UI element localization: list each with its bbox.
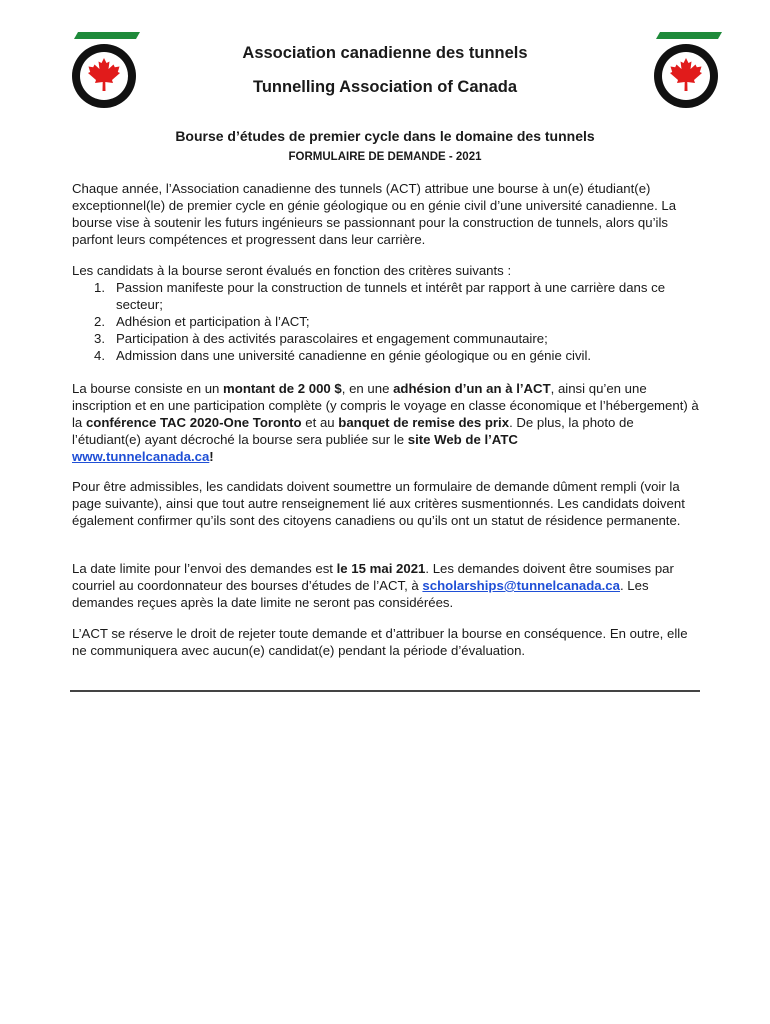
list-number: 4. [94, 348, 105, 363]
award-text: , en une [341, 381, 394, 396]
logo-right [650, 30, 722, 110]
closing-paragraph: L’ACT se réserve le droit de rejeter toute demande et d’attribuer la bourse en conséquence. En outre, elle ne communiquera avec aucun(e) candidat(e) pendant la période d’évaluation. [72, 626, 688, 658]
deadline-paragraph [72, 560, 702, 611]
logo-left [68, 30, 140, 110]
website-link[interactable]: www.tunnelcanada.ca [72, 449, 210, 464]
list-text: Passion manifeste pour la construction de tunnels et intérêt par rapport à une carrière dans ce secteur; [116, 280, 666, 312]
award-banquet: banquet de remise des prix [338, 415, 510, 430]
deadline-date: le 15 mai 2021 [336, 561, 426, 576]
list-text: Participation à des activités parascolaires et engagement communautaire; [116, 331, 548, 346]
email-link[interactable]: scholarships@tunnelcanada.ca [422, 578, 620, 593]
horizontal-divider [70, 690, 700, 692]
logo-green-bar [656, 32, 722, 39]
award-text: La bourse consiste en un [72, 381, 224, 396]
award-text: . De plus, la photo de l’étudiant(e) ayant décroché la bourse sera publiée sur le [72, 415, 634, 447]
award-conference: conférence TAC 2020-One Toronto [85, 415, 302, 430]
list-number: 1. [94, 280, 105, 295]
award-paragraph [72, 380, 702, 465]
list-item [72, 279, 702, 313]
logo-green-bar [74, 32, 140, 39]
list-number: 3. [94, 331, 105, 346]
list-item [72, 330, 702, 347]
list-text: Admission dans une université canadienne en génie géologique ou en génie civil. [116, 348, 592, 363]
list-item [72, 347, 702, 364]
deadline-text: La date limite pour l’envoi des demandes est [72, 561, 337, 576]
award-exclamation: ! [209, 449, 214, 464]
intro-paragraph: Chaque année, l’Association canadienne des tunnels (ACT) attribue une bourse à un(e) étudiant(e) exceptionnel(le) de premier cycle en génie géologique ou en génie civil d’une université canadienne. La bourse vise à soutenir les futurs ingénieurs se passionnant pour la construction de tunnels, alors qu’ils parfont leurs compétences et progressent dans leur carrière. [72, 181, 677, 247]
award-website-label: site Web de l’ATC [407, 432, 518, 447]
deadline-text: . Les demandes doivent être soumises par courriel au coordonnateur des bourses d’études de l’ACT, à [72, 561, 674, 593]
org-name-en: Tunnelling Association of Canada [252, 78, 518, 96]
list-number: 2. [94, 314, 105, 329]
award-text: et au [301, 415, 339, 430]
criteria-section [72, 262, 702, 364]
list-text: Adhésion et participation à l’ACT; [116, 314, 310, 329]
form-subtitle: FORMULAIRE DE DEMANDE - 2021 [288, 151, 482, 163]
list-item [72, 313, 702, 330]
award-amount: montant de 2 000 $ [223, 381, 342, 396]
award-text: , ainsi qu’en une inscription et en une participation complète (y compris le voyage en classe économique et l’hébergement) à la [72, 381, 699, 430]
criteria-intro: Les candidats à la bourse seront évalués en fonction des critères suivants : [72, 263, 512, 278]
page-title: Bourse d’études de premier cycle dans le domaine des tunnels [175, 128, 595, 144]
criteria-list [72, 279, 702, 364]
eligibility-paragraph: Pour être admissibles, les candidats doivent soumettre un formulaire de demande dûment rempli (voir la page suivante), ainsi que tout autre renseignement lié aux critères susmentionnés. Les candidats doivent également confirmer qu’ils sont des citoyens canadiens ou qu’ils ont un statut de résidence permanente. [72, 479, 685, 528]
award-membership: adhésion d’un an à l’ACT [393, 381, 551, 396]
deadline-text: . Les demandes reçues après la date limite ne seront pas considérées. [72, 578, 649, 610]
org-name-fr: Association canadienne des tunnels [242, 44, 528, 62]
